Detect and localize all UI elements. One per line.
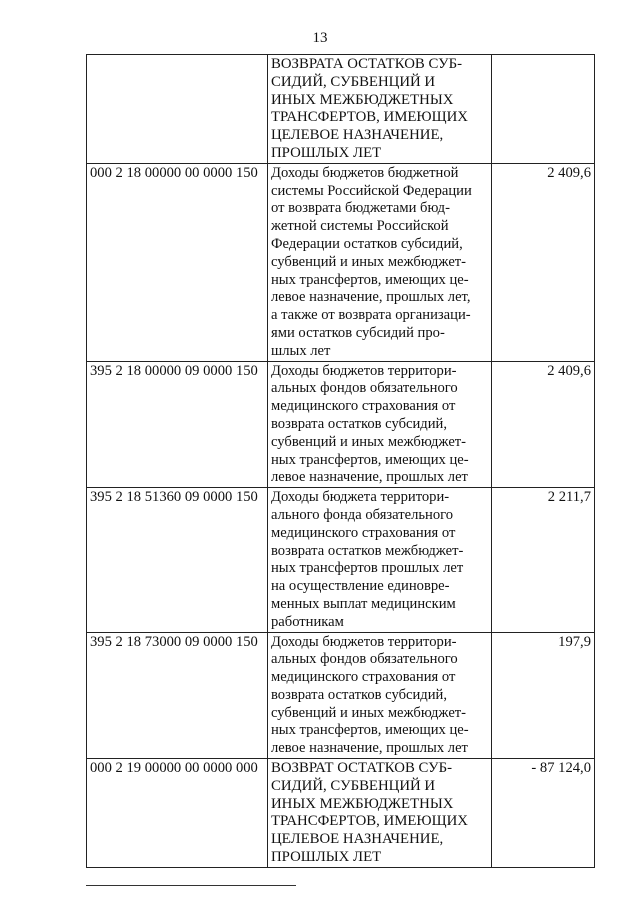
- revenue-name-line: альных фондов обязательного: [271, 651, 458, 668]
- table-row: [87, 488, 595, 632]
- revenue-name-line: ных трансфертов, имеющих це-: [271, 722, 469, 739]
- amount-cell: [492, 55, 595, 164]
- budget-classification-code: 395 2 18 51360 09 0000 150: [87, 488, 268, 632]
- revenue-name-line: возврата остатков субсидий,: [271, 415, 447, 432]
- revenue-name-line: левое назначение, прошлых лет: [271, 740, 468, 757]
- revenue-name-line: менных выплат медицинским: [271, 595, 456, 612]
- revenue-name-line: ального фонда обязательного: [271, 506, 454, 523]
- revenue-name-line: субвенций и иных межбюджет-: [271, 433, 467, 450]
- revenue-name-cell: [268, 632, 492, 759]
- revenue-name-line: ТРАНСФЕРТОВ, ИМЕЮЩИХ: [271, 109, 468, 126]
- revenue-name-line: ИНЫХ МЕЖБЮДЖЕТНЫХ: [271, 795, 454, 812]
- revenue-name-line: левое назначение, прошлых лет: [271, 469, 468, 486]
- revenue-name-line: субвенций и иных межбюджет-: [271, 253, 467, 270]
- page-number: 13: [312, 30, 328, 46]
- table-row: [87, 55, 595, 164]
- footer-rule: [86, 885, 296, 886]
- budget-classification-code: 395 2 18 00000 09 0000 150: [87, 361, 268, 488]
- budget-classification-code: 395 2 18 73000 09 0000 150: [87, 632, 268, 759]
- table-row: [87, 361, 595, 488]
- table-row: [87, 632, 595, 759]
- revenue-name-line: ных трансфертов, имеющих це-: [271, 271, 469, 288]
- budget-revenue-table: [86, 54, 595, 868]
- revenue-name-line: альных фондов обязательного: [271, 380, 458, 397]
- revenue-name-line: Доходы бюджетов территори-: [271, 633, 457, 650]
- revenue-name-cell: [268, 163, 492, 361]
- revenue-name-line: ТРАНСФЕРТОВ, ИМЕЮЩИХ: [271, 813, 468, 830]
- amount-cell: 2 409,6: [492, 163, 595, 361]
- revenue-name-line: СИДИЙ, СУБВЕНЦИЙ И: [271, 73, 436, 90]
- revenue-name-cell: [268, 55, 492, 164]
- revenue-name-line: системы Российской Федерации: [271, 182, 472, 199]
- revenue-name-cell: [268, 361, 492, 488]
- revenue-name-line: шлых лет: [271, 342, 331, 359]
- budget-classification-code: 000 2 19 00000 00 0000 000: [87, 759, 268, 868]
- revenue-name-line: медицинского страхования от: [271, 669, 456, 686]
- amount-cell: 2 211,7: [492, 488, 595, 632]
- revenue-name-line: ИНЫХ МЕЖБЮДЖЕТНЫХ: [271, 91, 454, 108]
- revenue-name-line: ЦЕЛЕВОЕ НАЗНАЧЕНИЕ,: [271, 127, 444, 144]
- revenue-name-line: медицинского страхования от: [271, 398, 456, 415]
- table-row: [87, 163, 595, 361]
- revenue-name-line: ных трансфертов, имеющих це-: [271, 451, 469, 468]
- revenue-name-line: ями остатков субсидий про-: [271, 324, 445, 341]
- revenue-name-line: Доходы бюджетов бюджетной: [271, 164, 459, 181]
- revenue-name-line: от возврата бюджетами бюд-: [271, 200, 450, 217]
- revenue-name-line: возврата остатков межбюджет-: [271, 542, 464, 559]
- table-body: [87, 55, 595, 868]
- amount-cell: 2 409,6: [492, 361, 595, 488]
- revenue-name-line: а также от возврата организаци-: [271, 307, 471, 324]
- revenue-name-line: на осуществление единовре-: [271, 578, 450, 595]
- revenue-name-line: Доходы бюджета территори-: [271, 489, 450, 506]
- revenue-name-line: ЦЕЛЕВОЕ НАЗНАЧЕНИЕ,: [271, 831, 444, 848]
- revenue-name-line: СИДИЙ, СУБВЕНЦИЙ И: [271, 777, 436, 794]
- amount-cell: - 87 124,0: [492, 759, 595, 868]
- revenue-name-cell: [268, 488, 492, 632]
- revenue-name-line: работникам: [271, 613, 344, 630]
- revenue-name-line: ных трансфертов прошлых лет: [271, 560, 464, 577]
- revenue-name-line: медицинского страхования от: [271, 524, 456, 541]
- amount-cell: 197,9: [492, 632, 595, 759]
- revenue-name-line: ПРОШЛЫХ ЛЕТ: [271, 144, 382, 161]
- revenue-name-line: Доходы бюджетов территори-: [271, 362, 457, 379]
- revenue-name-line: возврата остатков субсидий,: [271, 686, 447, 703]
- revenue-name-line: левое назначение, прошлых лет,: [271, 289, 471, 306]
- revenue-name-cell: [268, 759, 492, 868]
- revenue-name-line: жетной системы Российской: [271, 218, 449, 235]
- revenue-name-line: ВОЗВРАТА ОСТАТКОВ СУБ-: [271, 56, 463, 72]
- revenue-name-line: Федерации остатков субсидий,: [271, 235, 463, 252]
- budget-classification-code: [87, 55, 268, 164]
- revenue-name-line: ВОЗВРАТ ОСТАТКОВ СУБ-: [271, 760, 453, 777]
- revenue-name-line: ПРОШЛЫХ ЛЕТ: [271, 849, 382, 866]
- table-row: [87, 759, 595, 868]
- revenue-name-line: субвенций и иных межбюджет-: [271, 704, 467, 721]
- budget-classification-code: 000 2 18 00000 00 0000 150: [87, 163, 268, 361]
